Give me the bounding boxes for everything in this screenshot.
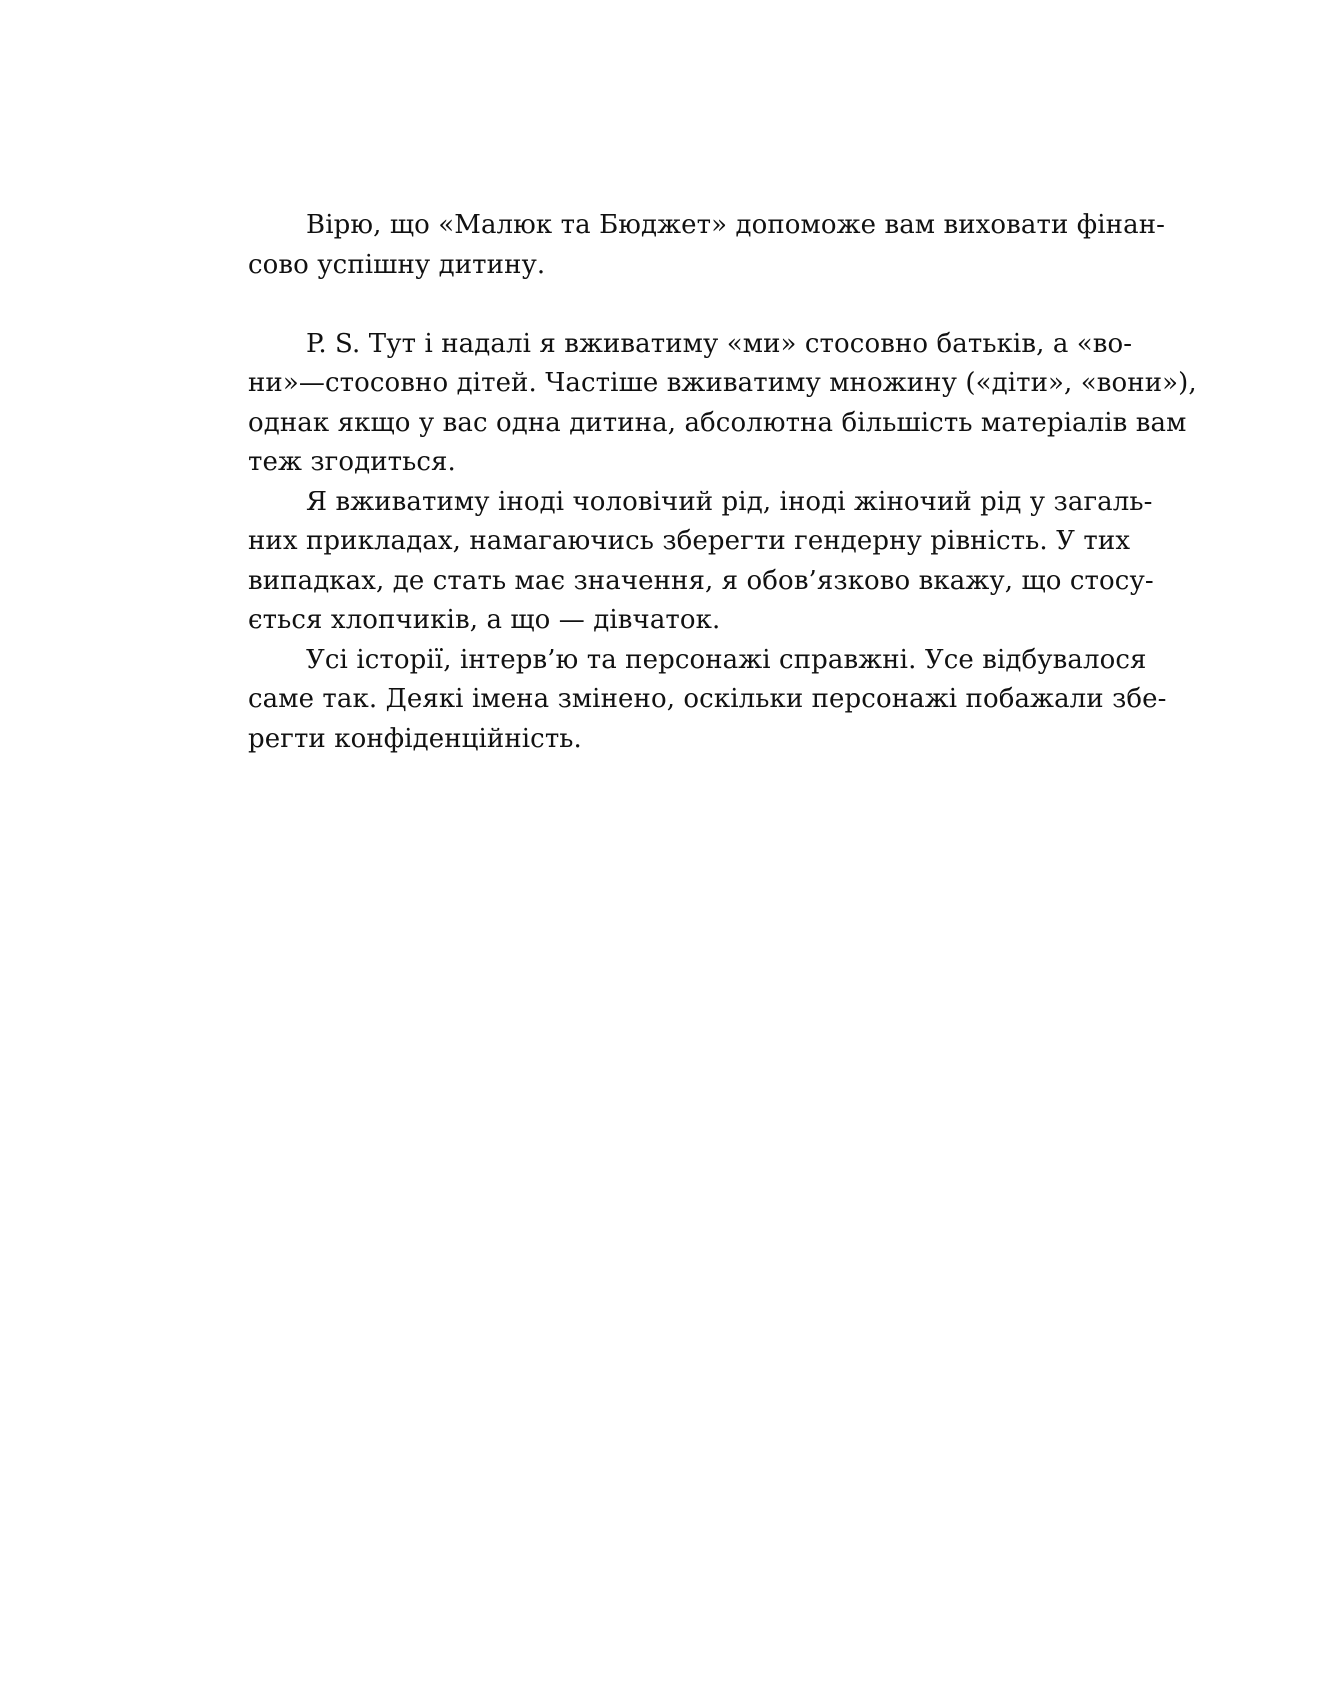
text-line: сово успішну дитину. [248,249,546,280]
text-line: них прикладах, намагаючись зберегти гендерну рівність. У тих [248,526,1131,556]
paragraph-gender-note [248,483,1154,641]
text-line: однак якщо у вас одна дитина, абсолютна більшість матеріалів вам [248,407,1187,438]
paragraph-stories-note [248,641,1167,760]
text-line: теж згодиться. [248,447,456,477]
text-line: ни»—стосовно дітей. Частіше вживатиму множину («діти», «вони»), [248,368,1197,398]
text-line: Вірю, що «Малюк та Бюджет» допоможе вам виховати фінан- [306,210,1166,240]
body-text [248,206,1197,759]
paragraph-postscript [248,325,1197,483]
text-line: ється хлопчиків, а що — дівчаток. [248,605,721,635]
text-line: Усі історії, інтерв’ю та персонажі справжні. Усе відбувалося [306,644,1147,675]
paragraph-closing-wish [248,206,1166,285]
text-line: регти конфіденційність. [248,723,582,754]
text-line: випадках, де стать має значення, я обов’язково вкажу, що стосу- [248,565,1154,596]
text-line: саме так. Деякі імена змінено, оскільки персонажі побажали збе- [248,684,1167,714]
text-line: P. S. Тут і надалі я вживатиму «ми» стосовно батьків, а «во- [306,328,1133,359]
text-line: Я вживатиму іноді чоловічий рід, іноді жіночий рід у загаль- [306,486,1153,517]
